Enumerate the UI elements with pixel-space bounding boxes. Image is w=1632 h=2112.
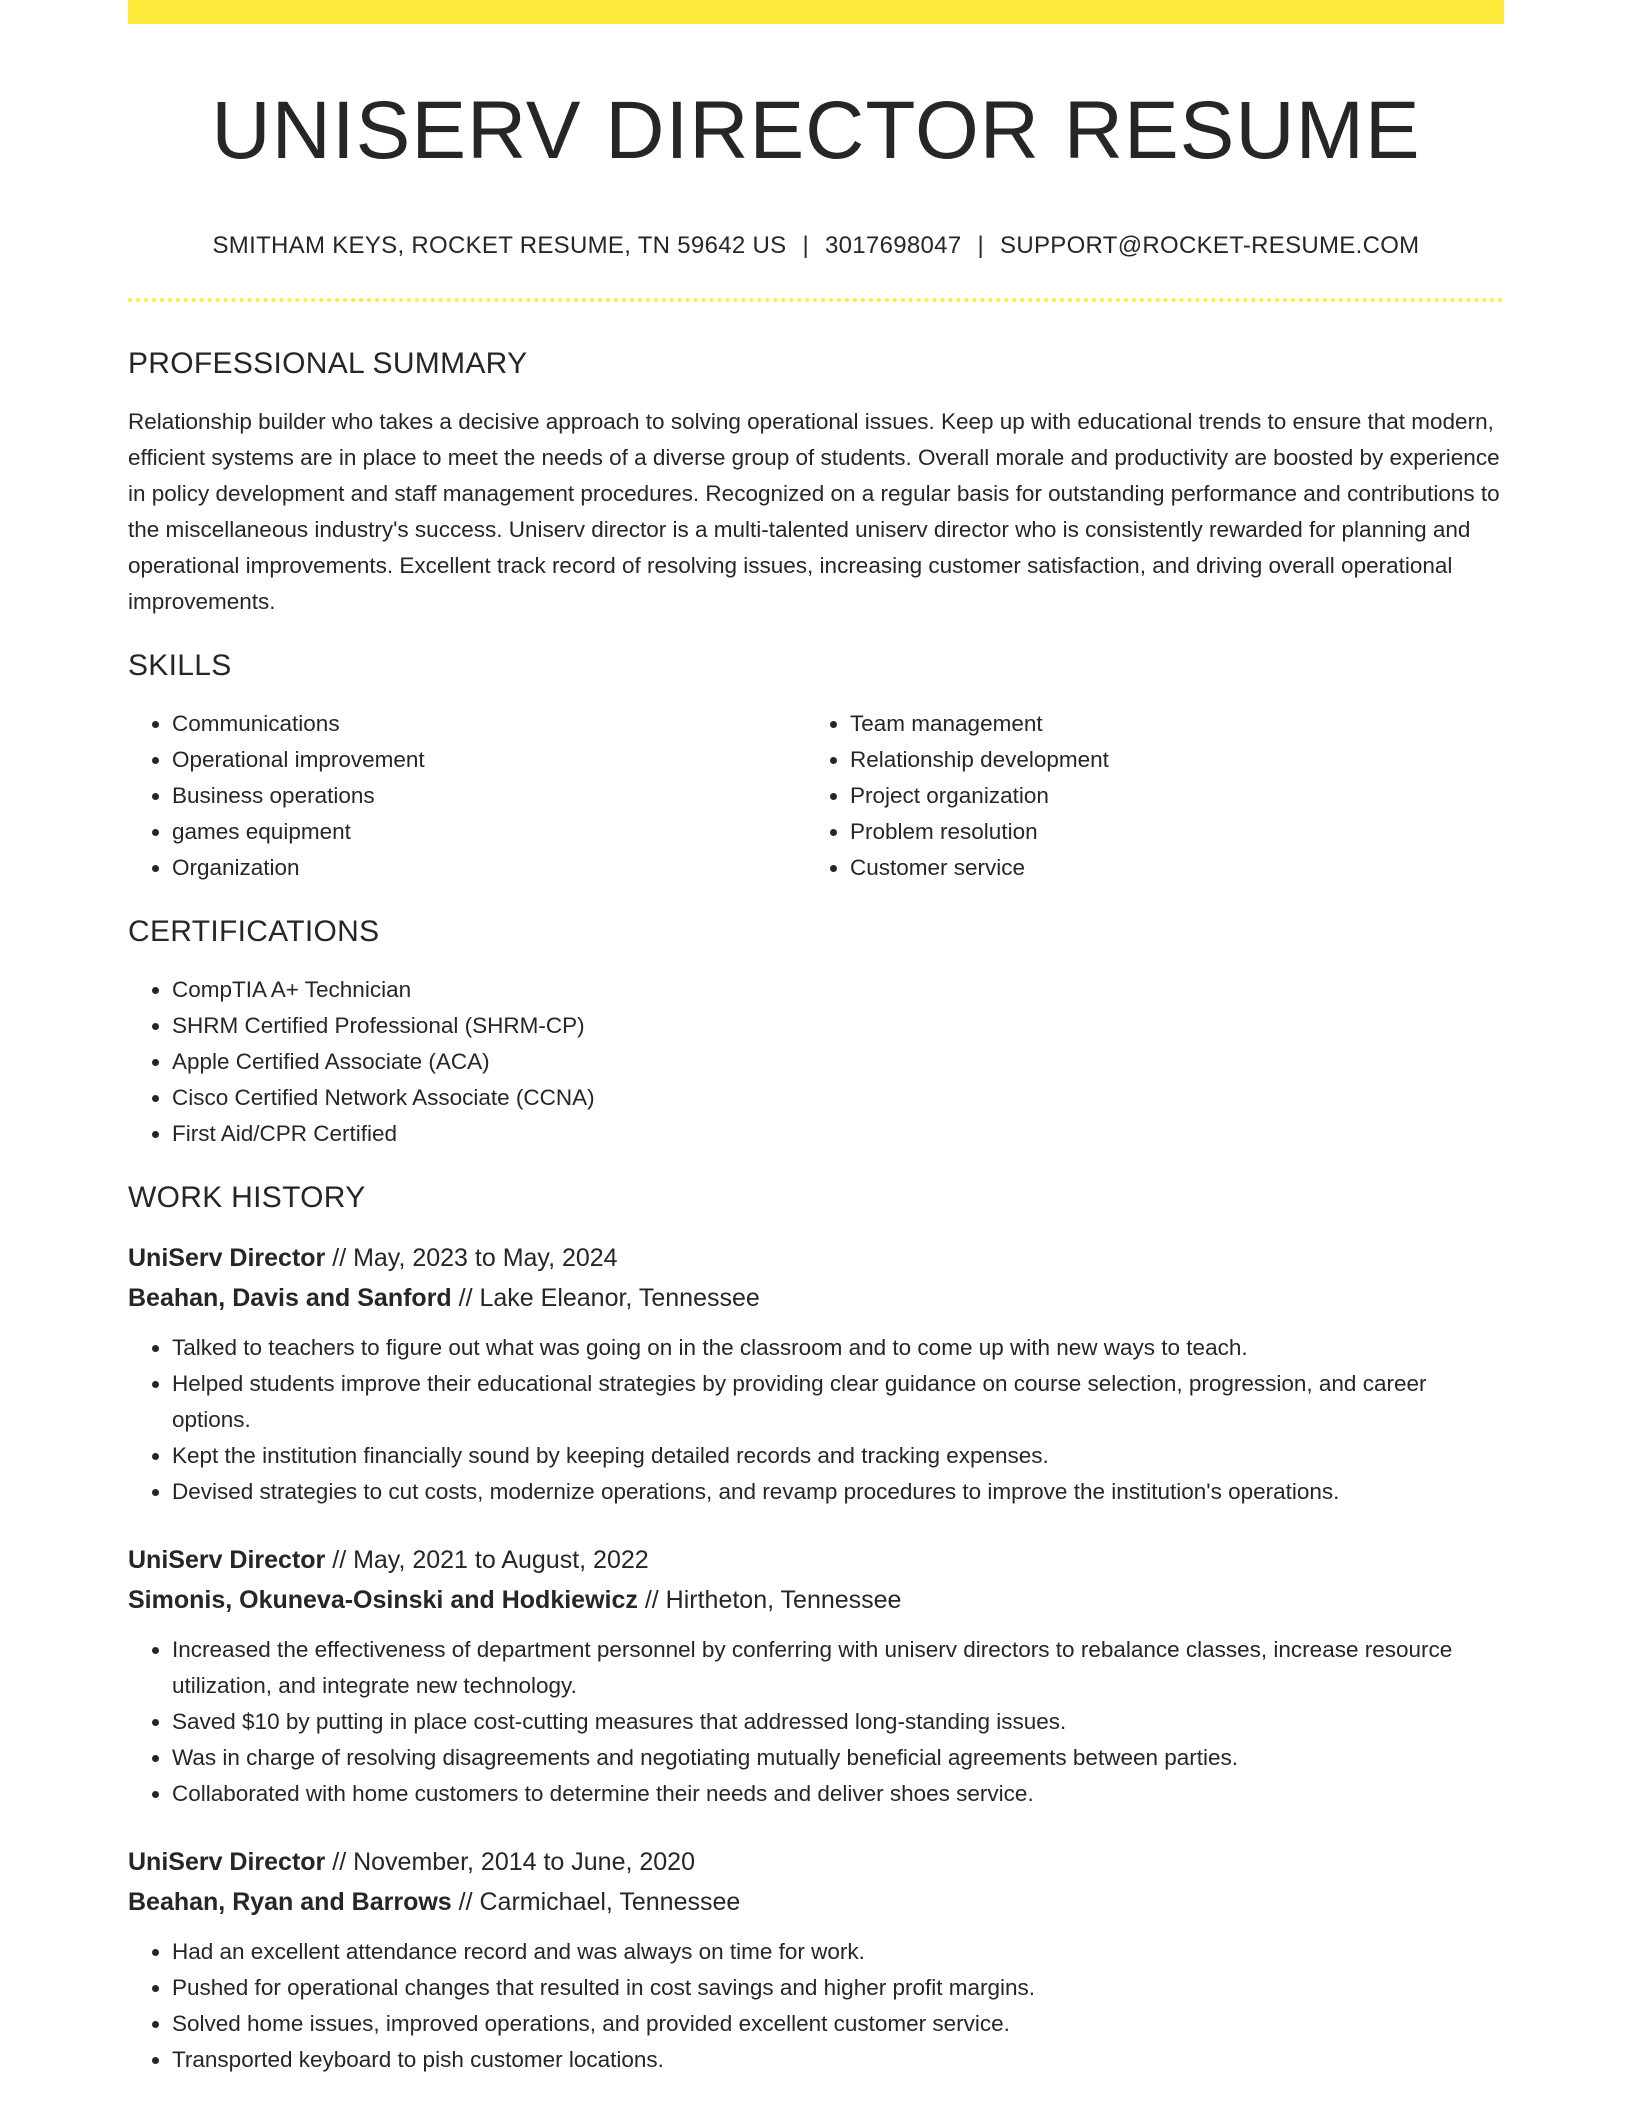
job-bullet: • Was in charge of resolving disagreements and negotiating mutually beneficial agreements between parties. [172, 1740, 1504, 1776]
job-title: UniServ Director [128, 1243, 326, 1272]
skill-item: • Problem resolution [850, 814, 1484, 850]
contact-address: SMITHAM KEYS, ROCKET RESUME, TN 59642 US [212, 232, 787, 260]
job-bullet-list [128, 1632, 1504, 1812]
skills-list-left [128, 706, 806, 886]
contact-separator: | [802, 232, 809, 260]
job-bullet-list [128, 1330, 1504, 1510]
contact-separator: | [977, 232, 985, 260]
contact-email: SUPPORT@ROCKET-RESUME.COM [1000, 232, 1420, 260]
summary-heading: PROFESSIONAL SUMMARY [128, 346, 528, 380]
certification-item: • Cisco Certified Network Associate (CCNA) [172, 1080, 1504, 1116]
skill-item: • Communications [172, 706, 806, 742]
skills-column-left [128, 706, 806, 886]
certification-item: • Apple Certified Associate (ACA) [172, 1044, 1504, 1080]
skill-item: • Organization [172, 850, 806, 886]
job-bullet-list [128, 1934, 1504, 2078]
certifications-heading: CERTIFICATIONS [128, 914, 380, 948]
skill-item: • Business operations [172, 778, 806, 814]
job-bullet: • Solved home issues, improved operations, and provided excellent customer service. [172, 2006, 1504, 2042]
job-bullet: • Saved $10 by putting in place cost-cutting measures that addressed long-standing issues. [172, 1704, 1504, 1740]
work-history-heading: WORK HISTORY [128, 1180, 366, 1214]
job-title-line [128, 1842, 1504, 1882]
resume-page [128, 0, 1504, 2078]
accent-top-bar [128, 0, 1504, 24]
skills-list-right [806, 706, 1484, 886]
job-company: Beahan, Davis and Sanford [128, 1283, 452, 1312]
skill-item: • Relationship development [850, 742, 1484, 778]
job-bullet: • Increased the effectiveness of department personnel by conferring with uniserv directors to rebalance classes, increase resource utilization, and integrate new technology. [172, 1632, 1504, 1704]
job-bullet: • Talked to teachers to figure out what was going on in the classroom and to come up with new ways to teach. [172, 1330, 1504, 1366]
certification-item: • CompTIA A+ Technician [172, 972, 1504, 1008]
job-company: Simonis, Okuneva-Osinski and Hodkiewicz [128, 1585, 638, 1614]
contact-line [128, 232, 1504, 261]
resume-title: UNISERV DIRECTOR RESUME [211, 85, 1421, 176]
skills-grid [128, 706, 1504, 886]
skill-item: • games equipment [172, 814, 806, 850]
job-bullet: • Kept the institution financially sound by keeping detailed records and tracking expenses. [172, 1438, 1504, 1474]
job-company-line [128, 1278, 1504, 1318]
job-title-line [128, 1238, 1504, 1278]
summary-text: Relationship builder who takes a decisive approach to solving operational issues. Keep up with educational trends to ensure that modern, efficient systems are in place to meet the needs of a diverse group of students. Overall morale and productivity are boosted by experience in policy development and staff management procedures. Recognized on a regular basis for outstanding performance and contributions to the miscellaneous industry's success. Uniserv director is a multi-talented uniserv director who is consistently rewarded for planning and operational improvements. Excellent track record of resolving issues, increasing customer satisfaction, and driving overall operational improvements. [128, 408, 1500, 614]
job-dates: // May, 2023 to May, 2024 [325, 1243, 618, 1272]
job-entry [128, 1842, 1504, 2078]
job-company-line [128, 1882, 1504, 1922]
skill-item: • Operational improvement [172, 742, 806, 778]
job-bullet: • Had an excellent attendance record and was always on time for work. [172, 1934, 1504, 1970]
skill-item: • Project organization [850, 778, 1484, 814]
job-location: // Hirtheton, Tennessee [637, 1585, 902, 1614]
certification-item: • First Aid/CPR Certified [172, 1116, 1504, 1152]
dotted-divider [128, 298, 1504, 302]
contact-phone: 3017698047 [824, 232, 962, 260]
job-bullet: • Transported keyboard to pish customer locations. [172, 2042, 1504, 2078]
job-dates: // November, 2014 to June, 2020 [325, 1847, 695, 1876]
job-entry [128, 1238, 1504, 1510]
job-title-line [128, 1540, 1504, 1580]
job-title: UniServ Director [128, 1545, 326, 1574]
job-title: UniServ Director [128, 1847, 326, 1876]
skills-column-right [806, 706, 1484, 886]
job-bullet: • Devised strategies to cut costs, modernize operations, and revamp procedures to improve the institution's operations. [172, 1474, 1504, 1510]
skill-item: • Team management [850, 706, 1484, 742]
job-location: // Carmichael, Tennessee [451, 1887, 741, 1916]
skill-item: • Customer service [850, 850, 1484, 886]
job-company-line [128, 1580, 1504, 1620]
job-bullet: • Helped students improve their educational strategies by providing clear guidance on course selection, progression, and career options. [172, 1366, 1504, 1438]
job-bullet: • Collaborated with home customers to determine their needs and deliver shoes service. [172, 1776, 1504, 1812]
certifications-list [128, 972, 1504, 1152]
job-entry [128, 1540, 1504, 1812]
job-company: Beahan, Ryan and Barrows [128, 1887, 452, 1916]
certification-item: • SHRM Certified Professional (SHRM-CP) [172, 1008, 1504, 1044]
skills-heading: SKILLS [128, 648, 232, 682]
job-bullet: • Pushed for operational changes that resulted in cost savings and higher profit margins. [172, 1970, 1504, 2006]
job-dates: // May, 2021 to August, 2022 [325, 1545, 649, 1574]
job-location: // Lake Eleanor, Tennessee [451, 1283, 760, 1312]
